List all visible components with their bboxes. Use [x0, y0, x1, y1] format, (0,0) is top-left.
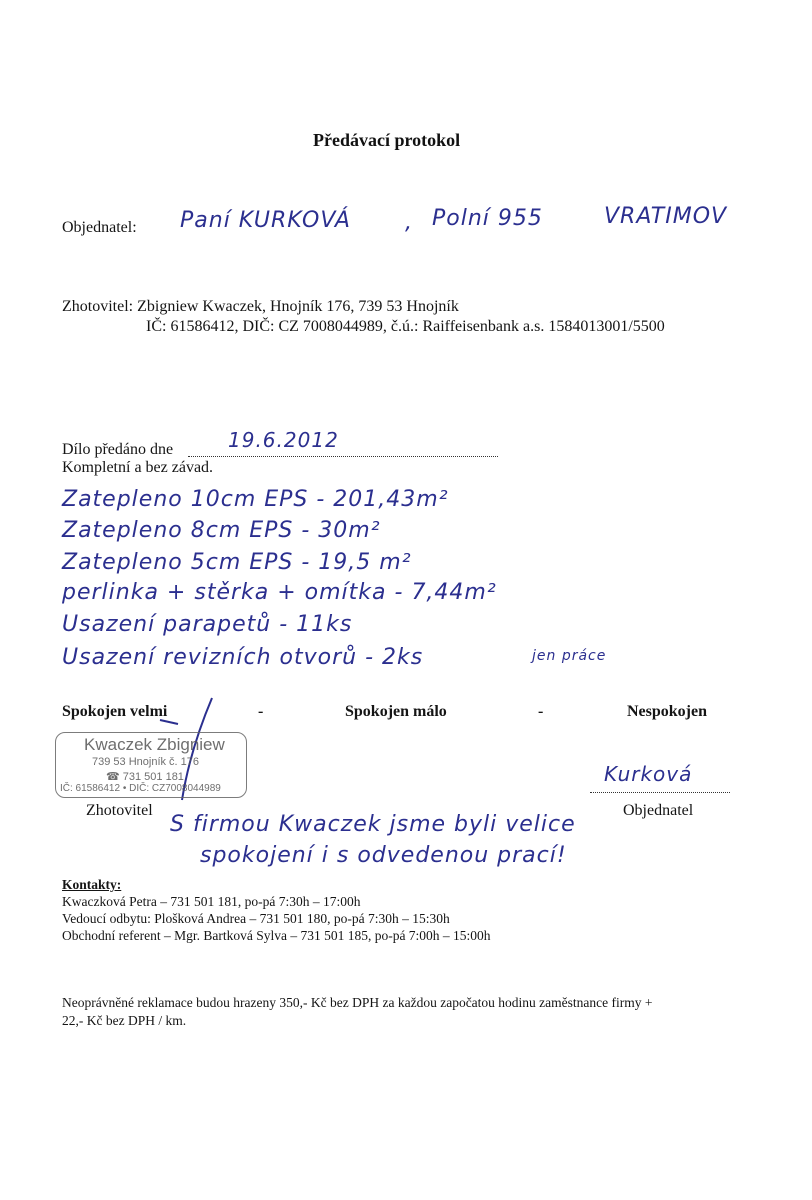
complaint-terms-line: 22,- Kč bez DPH / km. — [62, 1013, 187, 1028]
stamp-ids: IČ: 61586412 • DIČ: CZ7008044989 — [60, 783, 221, 794]
orderer-name-handwritten: Paní KURKOVÁ — [180, 208, 351, 233]
contact-line: Kwaczková Petra – 731 501 181, po-pá 7:30h – 17:00h — [62, 894, 361, 909]
handover-date-handwritten: 19.6.2012 — [228, 428, 339, 452]
orderer-label: Objednatel: — [62, 219, 137, 236]
customer-comment-handwritten: spokojení i s odvedenou prací! — [200, 843, 567, 868]
satisfaction-very-satisfied: Spokojen velmi — [62, 703, 168, 720]
satisfaction-slightly-satisfied: Spokojen málo — [345, 703, 447, 720]
contractor-signature-label: Zhotovitel — [86, 802, 153, 819]
orderer-separator-handwritten: , — [405, 210, 413, 235]
complaint-terms-line: Neoprávněné reklamace budou hrazeny 350,- Kč bez DPH za každou započatou hodinu zaměstnance firmy + — [62, 995, 653, 1010]
work-item: Usazení parapetů - 11ks — [62, 612, 353, 637]
stamp-phone: ☎ 731 501 181 — [106, 771, 184, 783]
contact-line: Obchodní referent – Mgr. Bartková Sylva – 731 501 185, po-pá 7:00h – 15:00h — [62, 928, 491, 943]
orderer-city-handwritten: VRATIMOV — [604, 204, 728, 229]
satisfaction-not-satisfied: Nespokojen — [627, 703, 708, 720]
work-item: Usazení revizních otvorů - 2ks — [62, 645, 424, 670]
orderer-signature-label: Objednatel — [623, 802, 694, 819]
contractor-line: Zhotovitel: Zbigniew Kwaczek, Hnojník 176, 739 53 Hnojník — [62, 298, 459, 315]
work-item: perlinka + stěrka + omítka - 7,44m² — [62, 580, 497, 605]
work-item: Zatepleno 10cm EPS - 201,43m² — [62, 487, 449, 512]
customer-comment-handwritten: S firmou Kwaczek jsme byli velice — [170, 812, 576, 837]
stamp-company-name: Kwaczek Zbigniew — [84, 735, 225, 754]
side-note-handwritten: jen práce — [532, 648, 607, 664]
satisfaction-dash: - — [258, 703, 264, 720]
handover-label: Dílo předáno dne — [62, 441, 174, 458]
satisfaction-dash: - — [538, 703, 544, 720]
contractor-ids-line: IČ: 61586412, DIČ: CZ 7008044989, č.ú.: Raiffeisenbank a.s. 1584013001/5500 — [146, 318, 665, 335]
page-title: Předávací protokol — [313, 130, 461, 150]
orderer-address-handwritten: Polní 955 — [432, 206, 543, 231]
handover-complete-text: Kompletní a bez závad. — [62, 459, 214, 476]
company-stamp — [55, 732, 247, 798]
contacts-heading: Kontakty: — [62, 877, 122, 892]
work-item: Zatepleno 5cm EPS - 19,5 m² — [62, 550, 412, 575]
orderer-signature-handwritten: Kurková — [604, 762, 693, 786]
contact-line: Vedoucí odbytu: Plošková Andrea – 731 501 180, po-pá 7:30h – 15:30h — [62, 911, 450, 926]
stamp-address: 739 53 Hnojník č. 176 — [92, 756, 200, 768]
work-item: Zatepleno 8cm EPS - 30m² — [62, 518, 381, 543]
